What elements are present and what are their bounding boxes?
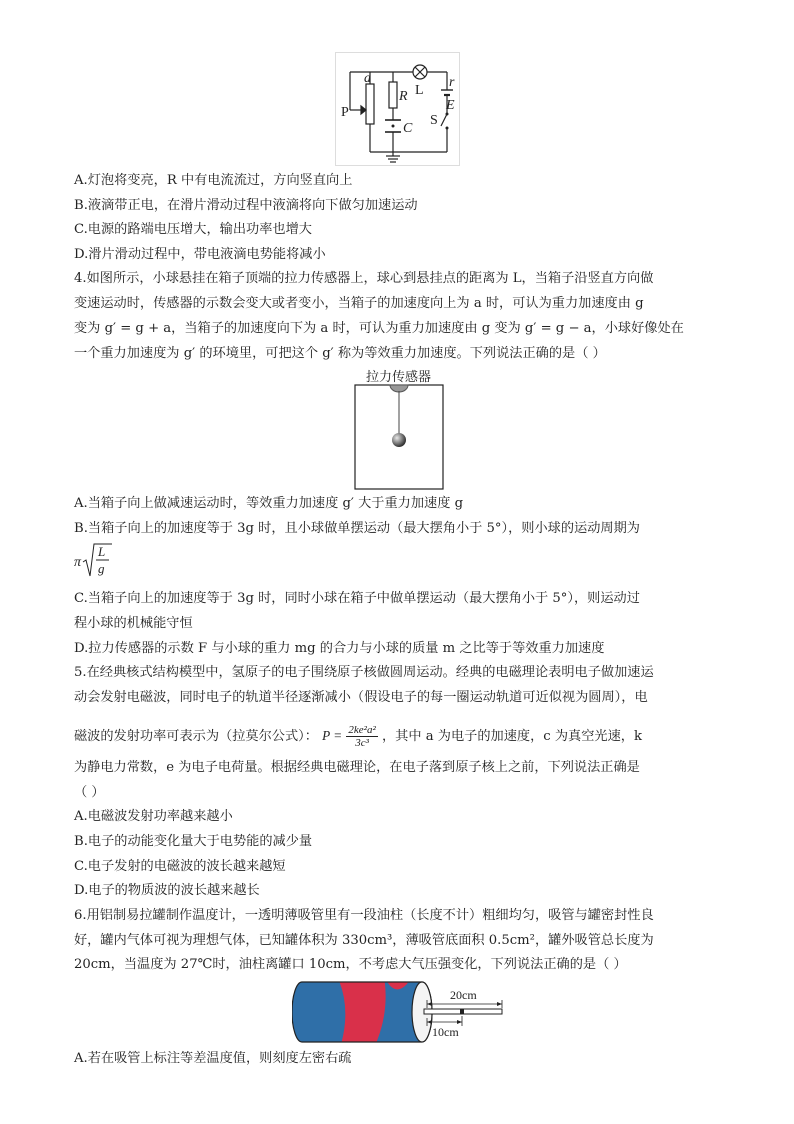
q5-stem-line5: （ ） xyxy=(74,785,105,800)
oil-column xyxy=(460,1009,464,1014)
q6-stem-line1: 6.用铝制易拉罐制作温度计，一透明薄吸管里有一段油柱（长度不计）粗细均匀，吸管与罐密封性良 xyxy=(74,908,654,923)
q4-option-c-line2: 程小球的机械能守恒 xyxy=(74,616,193,631)
label-L: L xyxy=(415,83,424,98)
label-E: E xyxy=(446,98,455,113)
q3-option-c: C.电源的路端电压增大，输出功率也增大 xyxy=(74,222,312,237)
q3-option-b: B.液滴带正电，在滑片滑动过程中液滴将向下做匀加速运动 xyxy=(74,198,418,213)
q6-option-a: A.若在吸管上标注等差温度值，则刻度左密右疏 xyxy=(74,1051,352,1066)
q4-option-c-line1: C.当箱子向上的加速度等于 3g 时，同时小球在箱子中做单摆运动（最大摆角小于 5°），则运动过 xyxy=(74,591,640,606)
q5-formula-lhs: P = xyxy=(322,728,343,743)
q3-option-a: A.灯泡将变亮，R 中有电流流过，方向竖直向上 xyxy=(74,173,353,188)
period-L: L xyxy=(98,544,106,559)
q5-stem-line2: 动会发射电磁波，同时电子的轨道半径逐渐减小（假设电子的每一圈运动轨道可近似视为圆周），电 xyxy=(74,690,648,705)
len-total-label: 20cm xyxy=(450,988,477,1002)
label-S: S xyxy=(430,113,438,128)
q3-option-d: D.滑片滑动过程中，带电液滴电势能将减小 xyxy=(74,247,326,262)
q5-formula-num: 2ke²a² xyxy=(348,724,376,736)
q5-option-d: D.电子的物质波的波长越来越长 xyxy=(74,883,260,898)
period-g: g xyxy=(98,561,105,576)
circuit-diagram xyxy=(335,52,460,166)
q5-stem-line4: 为静电力常数，e 为电子电荷量。根据经典电磁理论，在电子落到原子核上之前，下列说法正确是 xyxy=(74,760,640,775)
box-figure xyxy=(354,384,444,490)
label-r: r xyxy=(449,75,455,90)
ball-symbol xyxy=(392,433,406,447)
q4-option-b: B.当箱子向上的加速度等于 3g 时，且小球做单摆运动（最大摆角小于 5°），则小球的运动周期为 xyxy=(74,521,640,536)
label-P: P xyxy=(341,105,349,120)
can-figure xyxy=(292,978,512,1048)
q5-formula-rest: ，其中 a 为电子的加速度，c 为真空光速，k xyxy=(381,729,642,744)
label-C: C xyxy=(403,121,413,136)
sensor-symbol xyxy=(390,385,408,392)
q4-stem-line1: 4.如图所示，小球悬挂在箱子顶端的拉力传感器上，球心到悬挂点的距离为 L，当箱子沿竖直方向做 xyxy=(74,271,654,286)
q5-stem-line3 xyxy=(74,724,642,749)
q5-option-a: A.电磁波发射功率越来越小 xyxy=(74,809,233,824)
resistor-symbol xyxy=(389,82,397,108)
period-formula xyxy=(74,540,114,582)
can-thermometer-diagram xyxy=(292,978,512,1048)
q5-stem-line1: 5.在经典核式结构模型中，氢原子的电子围绕原子核做圆周运动。经典的电磁理论表明电子做加速运 xyxy=(74,665,654,680)
len-half-label: 10cm xyxy=(432,1025,459,1039)
q4-stem-line4: 一个重力加速度为 g′ 的环境里，可把这个 g′ 称为等效重力加速度。下列说法正确的是（ ） xyxy=(74,346,606,361)
pi-symbol: π xyxy=(74,555,82,570)
q4-option-d: D.拉力传感器的示数 F 与小球的重力 mg 的合力与小球的质量 m 之比等于等效重力加速度 xyxy=(74,641,605,656)
label-R: R xyxy=(399,89,408,104)
q5-formula-den: 3c³ xyxy=(355,737,369,749)
circuit-figure xyxy=(335,52,460,166)
q5-formula-fraction xyxy=(346,724,377,749)
q5-formula-intro: 磁波的发射功率可表示为（拉莫尔公式）： xyxy=(74,729,318,744)
box-with-pendulum xyxy=(354,384,444,490)
q5-option-c: C.电子发射的电磁波的波长越来越短 xyxy=(74,859,286,874)
rheostat-symbol xyxy=(366,84,374,124)
q6-stem-line3: 20cm，当温度为 27℃时，油柱离罐口 10cm，不考虑大气压强变化，下列说法正确的是（ ） xyxy=(74,957,627,972)
q4-stem-line3: 变为 g′ = g + a，当箱子的加速度向下为 a 时，可认为重力加速度由 g 变为 g′ = g − a，小球好像处在 xyxy=(74,321,684,336)
period-formula-svg xyxy=(74,540,114,582)
q5-option-b: B.电子的动能变化量大于电势能的减少量 xyxy=(74,834,313,849)
q6-stem-line2: 好，罐内气体可视为理想气体，已知罐体积为 330cm³，薄吸管底面积 0.5cm²，罐外吸管总长度为 xyxy=(74,933,654,948)
q4-figure-label: 拉力传感器 xyxy=(366,370,432,385)
q4-option-a: A.当箱子向上做减速运动时，等效重力加速度 g′ 大于重力加速度 g xyxy=(74,496,464,511)
label-a: a xyxy=(364,71,371,86)
q4-stem-line2: 变速运动时，传感器的示数会变大或者变小，当箱子的加速度向上为 a 时，可认为重力加速度由 g xyxy=(74,296,644,311)
